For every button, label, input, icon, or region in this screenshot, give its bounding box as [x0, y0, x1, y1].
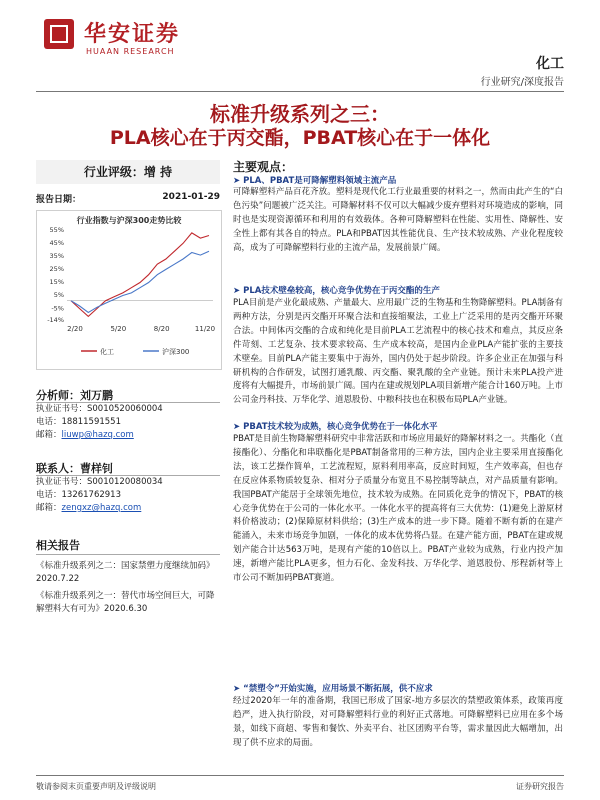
section-1-title [233, 174, 563, 186]
report-date-label: 报告日期： [36, 195, 82, 205]
report-date-row [36, 192, 220, 205]
section-3-title [233, 420, 563, 432]
analyst-email-label: 邮箱： [36, 430, 62, 440]
legend-label: 沪深300 [162, 348, 190, 356]
report-date-value: 2021-01-29 [162, 192, 220, 202]
section-4-body: 经过2020年一年的准备期，我国已形成了国家-地方多层次的禁塑政策体系，政策再度趋严，进入执行阶段，对可降解塑料行业的利好正式落地。可降解塑料已应用在多个场景，如线下商超、零售和餐饮、外卖平台、社区团购平台等，需求量因此大幅增加，出现了供不应求的局面。 [233, 696, 563, 748]
analyst-name: 分析师：刘万鹏 [36, 389, 113, 402]
section-3-body: PBAT是目前生物降解塑料研究中非常活跃和市场应用最好的降解材料之一。共酯化（直接酯化）、分酯化和串联酯化是PBAT制备常用的三种方法，国内企业主要采用直接酯化法，该工艺操作简单，工艺流程短，原料利用率高，反应时间短，生产效率高，但也存在反应体系物质较复杂、相对分子质量分布宽且不易控制等缺点，对产品质量有影响。我国PBAT产能居于全球领先地位，技术较为成熟。在同质化竞争的情况下，PBAT的核心竞争优势在于公司的一体化水平。一体化水平的提高将有三大优势：(1)避免上游原材料价格波动；(2)保障原材料供给；(3)生产成本的进一步下降。随着不断有新的在建产能涌入，未来市场竞争加剧，一体化的成本优势将凸显。在建产能方面，PBAT在建或规划产能合计达563万吨，是现有产能的10倍以上。PBAT产业较为成熟，行业内投产加速，新增产能比PLA更多，恒力石化、金发科技、万华化学、道恩股份、彤程新材等上市公司不断加码PBAT赛道。 [233, 434, 563, 584]
logo-text: 华安证券 [84, 21, 181, 47]
y-tick-label: 35% [49, 252, 64, 261]
related-divider [36, 554, 220, 555]
y-tick-label: -5% [51, 304, 64, 313]
contact-phone: 电话：13261762913 [36, 490, 121, 500]
arrow-icon: ➤ [233, 286, 241, 296]
analyst-cert: 执业证书号：S0010520060004 [36, 404, 163, 414]
analyst-email-link[interactable]: liuwp@hazq.com [61, 430, 134, 440]
header-divider [36, 91, 564, 92]
contact-email-row [36, 502, 220, 515]
section-4-title-text: “禁塑令”开始实施，应用场景不断拓展，供不应求 [243, 684, 433, 694]
arrow-icon: ➤ [233, 176, 241, 186]
contact-name: 联系人：曹样钊 [36, 462, 113, 475]
footer-disclaimer: 敬请参阅末页重要声明及评级说明 [36, 782, 156, 791]
contact-email-label: 邮箱： [36, 503, 62, 513]
y-tick-label: 5% [53, 291, 64, 300]
y-tick-label: 25% [49, 265, 64, 274]
section-1-title-text: PLA、PBAT是可降解塑料领域主流产品 [243, 176, 397, 186]
logo-mark [44, 19, 74, 49]
logo-english: HUAAN RESEARCH [86, 47, 175, 56]
series-line-0 [71, 233, 209, 317]
y-tick-label: -14% [47, 316, 64, 324]
chart-svg [37, 211, 221, 369]
analyst-info [36, 403, 220, 442]
main-points-heading: 主要观点： [233, 160, 294, 174]
related-report-2[interactable]: 《标准升级系列之一：替代市场空间巨大，可降解塑料大有可为》2020.6.30 [36, 591, 215, 614]
section-2-title-text: PLA技术壁垒较高，核心竞争优势在于丙交酯的生产 [243, 286, 440, 296]
contact-email-link[interactable]: zengxz@hazq.com [61, 503, 142, 513]
industry-label: 化工 [536, 56, 564, 72]
contact-cert: 执业证书号：S0010120080034 [36, 477, 163, 487]
section-2-body: PLA目前是产业化最成熟、产量最大、应用最广泛的生物基和生物降解塑料。PLA制备有两种方法，分别是丙交酯开环聚合法和直接缩聚法，工业上广泛采用的是丙交酯开环聚合法。中间体丙交酯的合成和纯化是目前PLA工艺流程中的核心技术和难点，其反应条件苛刻、工艺复杂、技术要求较高、生产成本较高，是国内企业PLA产能扩张的主要技术壁垒。目前PLA产能主要集中于海外，国内仍处于起步阶段。许多企业正在加强与科研机构的合作研发，试图打通乳酸、丙交酯、聚乳酸的全产业链。预计未来PLA投产进度将有大幅提升，市场前景广阔。国内在建或规划PLA项目新增产能合计160万吨。上市公司金丹科技、万华化学、道恩股份、中粮科技也在积极布局PLA产业链。 [233, 298, 563, 406]
x-tick-label: 5/20 [110, 325, 127, 333]
y-tick-label: 15% [49, 278, 64, 287]
title-line-1: 标准升级系列之三： [210, 102, 390, 126]
arrow-icon: ➤ [233, 422, 241, 432]
x-tick-label: 11/20 [194, 325, 216, 333]
related-report-1[interactable]: 《标准升级系列之二：国家禁塑力度继续加码》2020.7.22 [36, 561, 215, 584]
doc-type: 行业研究/深度报告 [480, 77, 564, 88]
analyst-email-row [36, 429, 220, 442]
x-tick-label: 2/20 [67, 325, 83, 333]
chart-title: 行业指数与沪深300走势比较 [76, 216, 182, 225]
section-4-title [233, 682, 563, 694]
arrow-icon: ➤ [233, 684, 241, 694]
index-chart [36, 210, 222, 370]
analyst-phone: 电话：18811591551 [36, 417, 121, 427]
section-1-body: 可降解塑料产品百花齐放。塑料是现代化工行业最重要的材料之一，然而由此产生的“白色污染”问题被广泛关注。可降解材料不仅可以大幅减少废弃塑料对环境造成的影响，同时也是实现资源循环和利用的有效载体。各种可降解塑料在性能、实用性、降解性、安全性上都有其各自的特点。PLA和PBAT因其性能优良、生产技术较成熟、产业化程度较高，成为了可降解塑料行业的主流产品，发展前景广阔。 [233, 187, 563, 253]
x-tick-label: 8/20 [153, 325, 170, 333]
y-tick-label: 55% [49, 226, 64, 234]
y-tick-label: 45% [49, 239, 64, 248]
section-3-title-text: PBAT技术较为成熟，核心竞争优势在于一体化水平 [243, 422, 438, 432]
legend-label: 化工 [100, 348, 114, 356]
title-line-2: PLA核心在于丙交酯，PBAT核心在于一体化 [109, 127, 491, 149]
contact-info [36, 476, 220, 515]
industry-rating: 行业评级：增 持 [36, 160, 220, 184]
related-reports-heading: 相关报告 [36, 539, 80, 552]
footer-divider [36, 775, 564, 776]
section-2-title [233, 284, 563, 296]
footer-label: 证券研究报告 [516, 782, 564, 791]
